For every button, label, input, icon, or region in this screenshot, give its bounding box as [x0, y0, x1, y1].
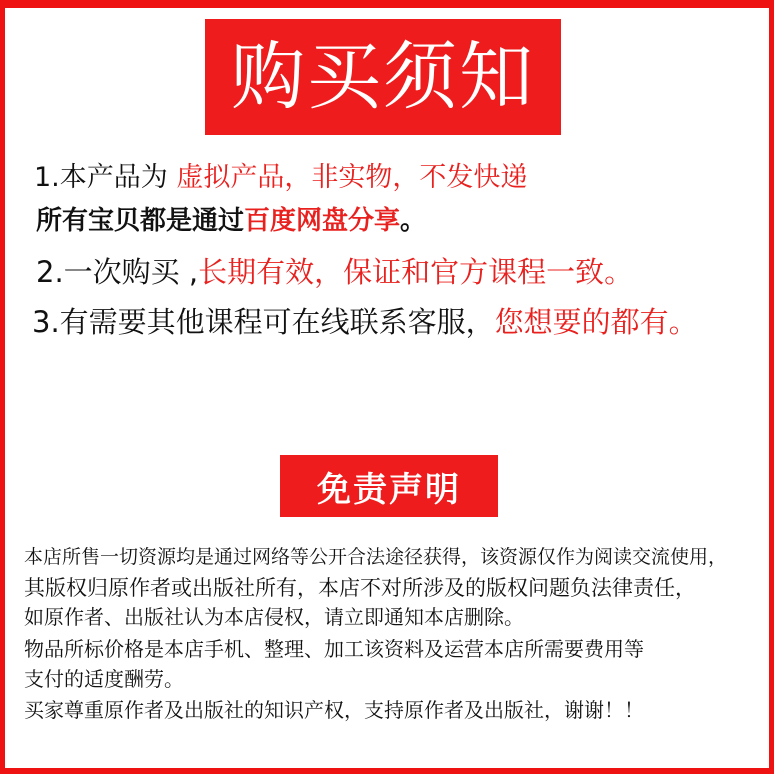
notice-line-1-prefix: 1.本产品为 [34, 162, 177, 193]
disclaimer-paragraph: 如原作者、出版社认为本店侵权，请立即通知本店删除。 [24, 605, 524, 629]
disclaimer-paragraph: 其版权归原作者或出版社所有，本店不对所涉及的版权问题负法律责任， [24, 576, 696, 600]
disclaimer-paragraph: 本店所售一切资源均是通过网络等公开合法途径获得，该资源仅作为阅读交流使用， [24, 546, 728, 568]
page-title: 购买须知 [231, 34, 535, 120]
disclaimer-paragraph: 支付的适度酬劳。 [24, 667, 184, 691]
notice-line-1-highlight: 虚拟产品，非实物，不发快递 [176, 162, 528, 193]
notice-line-2 [36, 208, 426, 234]
disclaimer-banner [280, 455, 498, 517]
disclaimer-paragraph: 物品所标价格是本店手机、整理、加工该资料及运营本店所需要费用等 [24, 637, 644, 661]
disclaimer-paragraph: 买家尊重原作者及出版社的知识产权，支持原作者及出版社，谢谢！！ [24, 698, 644, 722]
notice-line-4 [32, 305, 698, 339]
notice-line-3 [36, 255, 634, 289]
notice-line-4-highlight: 您想要的都有。 [494, 305, 698, 339]
notice-line-1 [34, 164, 527, 191]
notice-line-3-highlight: 长期有效，保证和官方课程一致。 [198, 255, 634, 289]
disclaimer-title: 免责声明 [317, 469, 461, 510]
notice-line-2-highlight: 百度网盘分享 [244, 206, 401, 236]
notice-line-4-prefix: 3.有需要其他课程可在线联系客服， [32, 305, 495, 339]
notice-line-2-suffix: 。 [400, 206, 427, 236]
notice-line-2-prefix: 所有宝贝都是通过 [36, 206, 245, 236]
notice-line-3-prefix: 2.一次购买 , [36, 255, 199, 289]
purchase-notice-banner [205, 19, 561, 135]
